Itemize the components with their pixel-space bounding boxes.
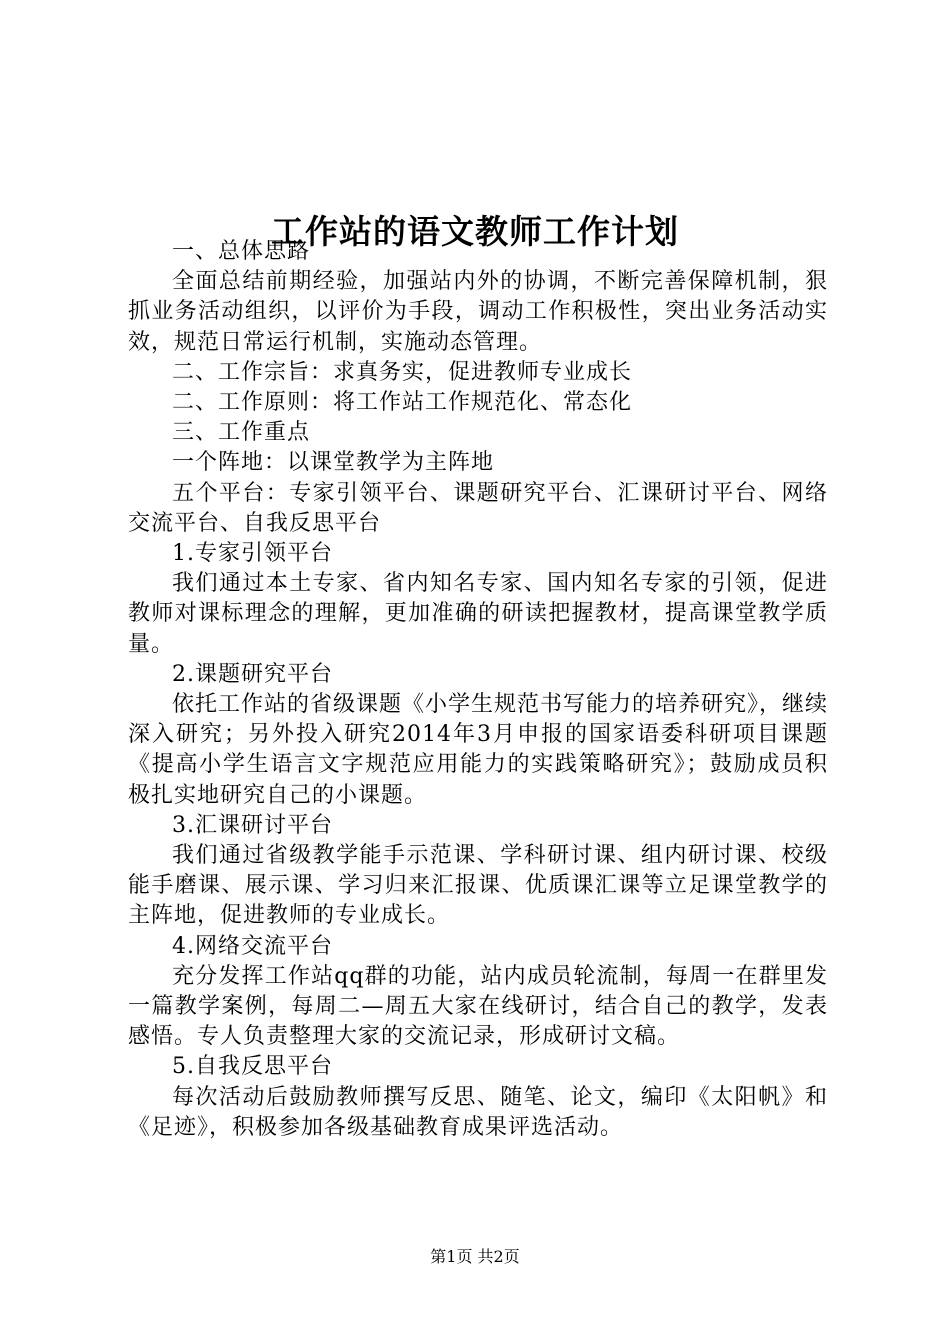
heading-reflection-platform: 5.自我反思平台 xyxy=(172,1054,333,1080)
heading-expert-platform: 1.专家引领平台 xyxy=(172,541,333,567)
paragraph-one-position: 一个阵地：以课堂教学为主阵地 xyxy=(172,450,495,476)
heading-network-platform: 4.网络交流平台 xyxy=(172,933,333,959)
heading-overall-approach: 一、总体思路 xyxy=(172,239,311,264)
heading-lesson-platform: 3.汇课研讨平台 xyxy=(172,812,333,838)
paragraph-reflection-platform: 每次活动后鼓励教师撰写反思、随笔、论文，编印《太阳帆》和《足迹》，积极参加各级基础教育成果评选活动。 xyxy=(128,1084,828,1140)
paragraph-research-platform: 依托工作站的省级课题《小学生规范书写能力的培养研究》，继续深入研究；另外投入研究2014年3月申报的国家语委科研项目课题《提高小学生语言文字规范应用能力的实践策略研究》；鼓励成员积极扎实地研究自己的小课题。 xyxy=(128,692,829,808)
heading-work-purpose: 二、工作宗旨：求真务实，促进教师专业成长 xyxy=(172,359,633,385)
paragraph-lesson-platform: 我们通过省级教学能手示范课、学科研讨课、组内研讨课、校级能手磨课、展示课、学习归来汇报课、优质课汇课等立足课堂教学的主阵地，促进教师的专业成长。 xyxy=(128,843,828,929)
heading-research-platform: 2.课题研究平台 xyxy=(172,661,333,687)
heading-work-principle: 二、工作原则：将工作站工作规范化、常态化 xyxy=(172,390,633,416)
document-body xyxy=(128,237,828,1143)
paragraph-expert-platform: 我们通过本土专家、省内知名专家、国内知名专家的引领，促进教师对课标理念的理解，更加准确的研读把握教材，提高课堂教学质量。 xyxy=(128,571,828,657)
document-title: 工作站的语文教师工作计划 xyxy=(271,212,679,252)
paragraph-five-platforms: 五个平台：专家引领平台、课题研究平台、汇课研讨平台、网络交流平台、自我反思平台 xyxy=(128,480,828,536)
paragraph-overall-approach: 全面总结前期经验，加强站内外的协调，不断完善保障机制，狠抓业务活动组织，以评价为手段，调动工作积极性，突出业务活动实效，规范日常运行机制，实施动态管理。 xyxy=(128,269,828,355)
page-number-footer: 第1页 共2页 xyxy=(430,1247,520,1266)
paragraph-network-platform: 充分发挥工作站qq群的功能，站内成员轮流制，每周一在群里发一篇教学案例，每周二—周五大家在线研讨，结合自己的教学，发表感悟。专人负责整理大家的交流记录，形成研讨文稿。 xyxy=(128,963,828,1050)
heading-work-focus: 三、工作重点 xyxy=(172,420,311,446)
